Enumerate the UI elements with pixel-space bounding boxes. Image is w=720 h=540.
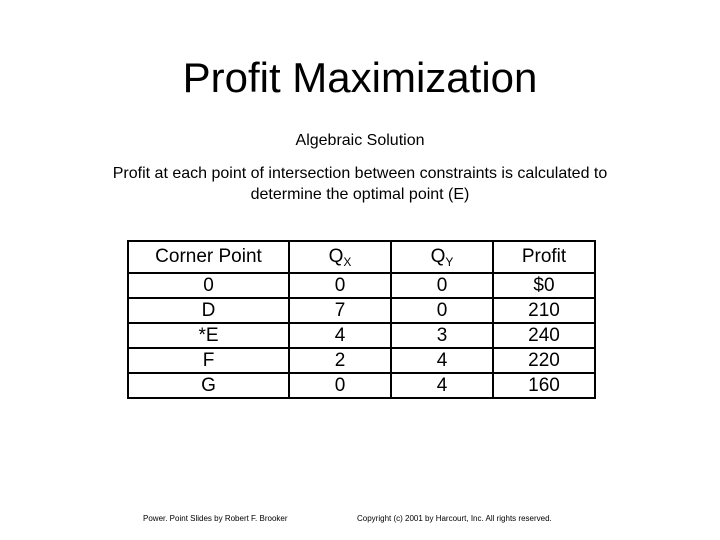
profit-table-container xyxy=(127,240,596,399)
table-row xyxy=(128,348,595,373)
cell-qx: 7 xyxy=(289,298,391,323)
cell-qx: 2 xyxy=(289,348,391,373)
slide-subtitle: Algebraic Solution xyxy=(295,132,425,149)
cell-qy: 4 xyxy=(391,373,493,398)
cell-profit: 240 xyxy=(493,323,595,348)
cell-corner-point: D xyxy=(128,298,289,323)
cell-profit: 220 xyxy=(493,348,595,373)
table-header-row xyxy=(128,241,595,273)
cell-corner-point: F xyxy=(128,348,289,373)
cell-corner-point: 0 xyxy=(128,273,289,298)
cell-qx: 0 xyxy=(289,373,391,398)
cell-qy: 0 xyxy=(391,298,493,323)
header-qx-main: Q xyxy=(328,246,344,267)
header-qy xyxy=(391,241,493,273)
header-qx-sub: X xyxy=(343,255,352,269)
table-row xyxy=(128,323,595,348)
header-corner-point: Corner Point xyxy=(128,241,289,273)
cell-profit: 160 xyxy=(493,373,595,398)
cell-corner-point: G xyxy=(128,373,289,398)
slide-description: Profit at each point of intersection between constraints is calculated to determine the optimal point (E) xyxy=(112,165,608,203)
table-row xyxy=(128,298,595,323)
table-row xyxy=(128,273,595,298)
cell-qx: 4 xyxy=(289,323,391,348)
slide-title: Profit Maximization xyxy=(182,54,538,101)
cell-qy: 0 xyxy=(391,273,493,298)
table-row xyxy=(128,373,595,398)
footer-copyright: Copyright (c) 2001 by Harcourt, Inc. All rights reserved. xyxy=(357,514,552,523)
cell-profit: 210 xyxy=(493,298,595,323)
header-qy-sub: Y xyxy=(445,255,454,269)
cell-profit: $0 xyxy=(493,273,595,298)
header-qy-main: Q xyxy=(430,246,446,267)
cell-qx: 0 xyxy=(289,273,391,298)
cell-corner-point: *E xyxy=(128,323,289,348)
footer-credit: Power. Point Slides by Robert F. Brooker xyxy=(143,514,288,523)
cell-qy: 3 xyxy=(391,323,493,348)
cell-qy: 4 xyxy=(391,348,493,373)
header-qx xyxy=(289,241,391,273)
profit-table xyxy=(127,240,596,399)
header-profit: Profit xyxy=(493,241,595,273)
